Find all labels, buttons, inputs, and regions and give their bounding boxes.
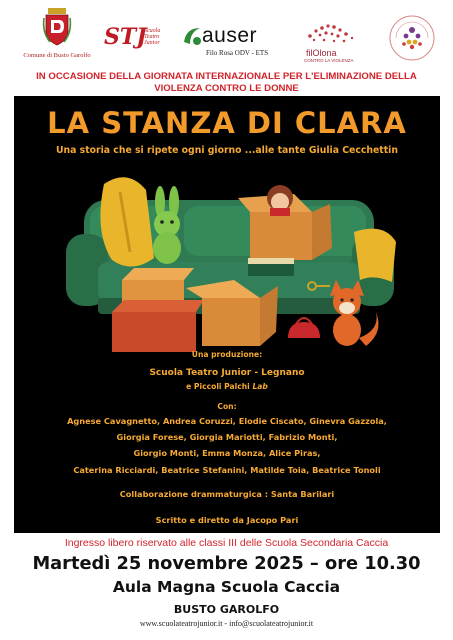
box-with-doll-icon [238, 185, 332, 260]
fondazione-seal-icon [388, 14, 436, 62]
contact-links: www.scuolateatrojunior.it - info@scuolateatrojunior.it [139, 619, 314, 628]
collaboration-credit: Collaborazione drammaturgica : Santa Barilari [119, 488, 335, 499]
fondazione-logo [388, 14, 436, 62]
filolona-name: filOlona [306, 48, 337, 58]
director-credit: Scritto e diretto da Jacopo Pari [155, 515, 299, 526]
auser-name: auser [202, 24, 258, 47]
auser-logo [180, 22, 280, 62]
cast-line: Caterina Ricciardi, Beatrice Stefanini, Matilde Toia, Beatrice Tonoli [73, 464, 381, 475]
coproducer-name: e Piccoli Palchi [186, 382, 250, 391]
book-icon [248, 258, 294, 276]
stj-logo-text: STJ [104, 24, 147, 50]
event-occasion-header [10, 71, 443, 95]
stj-logo-subtext: Scuola Teatro Junior [144, 28, 161, 46]
cast-label: Con: [217, 402, 237, 411]
poster-panel [14, 96, 440, 533]
credits-block [14, 349, 440, 528]
yellow-blanket-icon [100, 177, 154, 266]
auser-subtitle: Filo Rosa ODV - ETS [206, 49, 269, 57]
header-line-1: IN OCCASIONE DELLA GIORNATA INTERNAZIONALE PER L'ELIMINAZIONE DELLA [36, 71, 417, 82]
sofa-illustration [54, 162, 404, 352]
red-handbag-icon [288, 318, 320, 338]
cast-line: Giorgio Monti, Emma Monza, Alice Piras, [133, 448, 321, 459]
coproducer-line [14, 381, 440, 393]
producer-name: Scuola Teatro Junior - Legnano [149, 368, 305, 378]
cast-line: Agnese Cavagnetto, Andrea Coruzzi, Elodie Ciscato, Ginevra Gazzola, [67, 416, 387, 426]
stj-logo [104, 22, 174, 56]
entry-note: Ingresso libero riservato alle classi III delle Scuola Secondaria Caccia [64, 537, 389, 549]
event-date: Martedì 25 novembre 2025 – ore 10.30 [32, 553, 421, 574]
filolona-subtitle: CONTRO LA VIOLENZA [304, 58, 354, 63]
coat-of-arms-icon [42, 8, 72, 46]
show-title: LA STANZA DI CLARA [47, 106, 407, 140]
dots-cloud-icon [296, 22, 368, 48]
filolona-logo [296, 22, 368, 62]
header-line-2: VIOLENZA CONTRO LE DONNE [154, 83, 299, 94]
show-subtitle: Una storia che si ripete ogni giorno ...alle tante Giulia Cecchettin [55, 145, 398, 156]
yellow-cloth-icon [354, 229, 396, 282]
green-bunny-icon [153, 186, 181, 264]
event-town: BUSTO GAROLFO [173, 603, 280, 616]
comune-logo [22, 8, 92, 59]
production-label: Una produzione: [191, 350, 263, 359]
event-venue: Aula Magna Scuola Caccia [112, 578, 341, 596]
logo-strip [0, 0, 453, 70]
comune-name: Comune di Busto Garolfo [23, 52, 91, 59]
cast-line: Giorgia Forese, Giorgia Mariotti, Fabrizio Monti, [116, 432, 338, 443]
coproducer-lab: Lab [252, 382, 268, 391]
